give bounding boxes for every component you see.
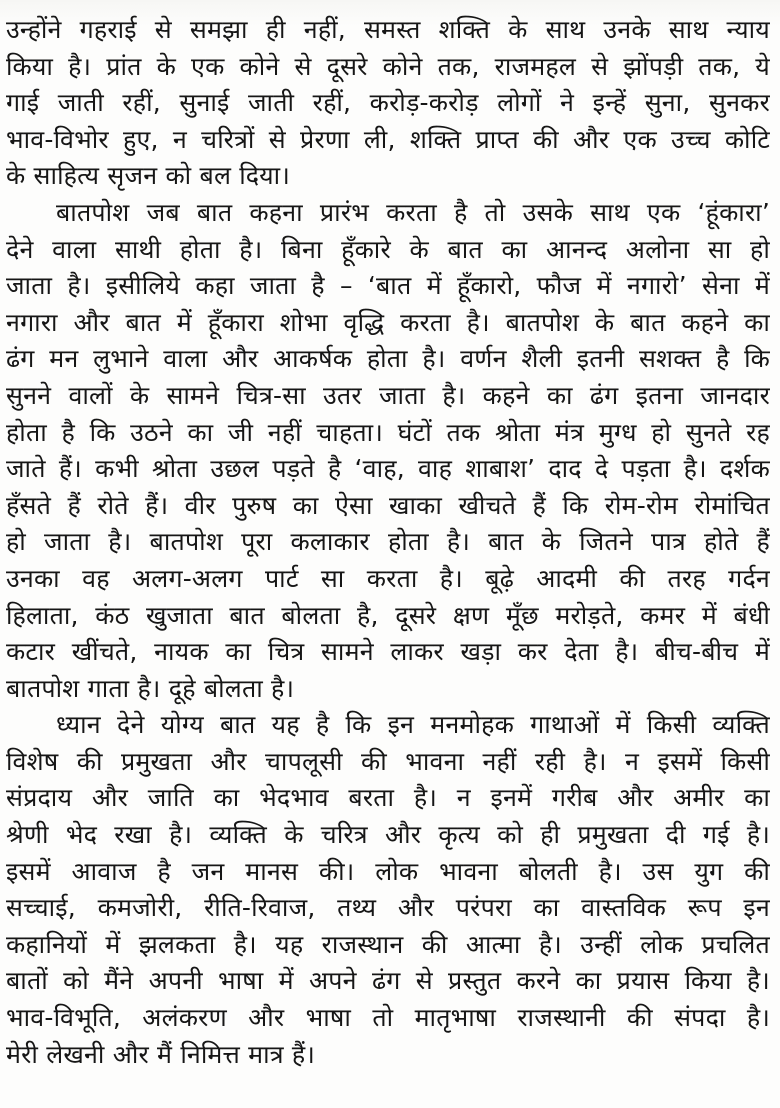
text-line: किया है। प्रांत के एक कोने से दूसरे कोने तक, राजमहल से झोंपड़ी तक, ये: [6, 51, 770, 81]
text-line: जाते हैं। कभी श्रोता उछल पड़ते है ‘वाह, वाह शाबाश’ दाद दे पड़ता है। दर्शक: [6, 454, 770, 484]
text-line: बातपोश जब बात कहना प्रारंभ करता है तो उसके साथ एक ‘हूंकारा’: [56, 197, 770, 227]
text-line: बातों को मैंने अपनी भाषा में अपने ढंग से प्रस्तुत करने का प्रयास किया है।: [6, 966, 770, 996]
text-line: कटार खींचते, नायक का चित्र सामने लाकर खड़ा कर देता है। बीच-बीच में: [6, 637, 770, 667]
paragraph: [6, 195, 770, 707]
text-line: सच्चाई, कमजोरी, रीति-रिवाज, तथ्य और परंपरा का वास्तविक रूप इन: [6, 893, 770, 923]
text-line: जाता है। इसीलिये कहा जाता है – ‘बात में हूँकारो, फौज में नगारो’ सेना में: [6, 271, 770, 301]
text-line: मेरी लेखनी और मैं निमित्त मात्र हैं।: [6, 1039, 316, 1069]
text-line: कहानियों में झलकता है। यह राजस्थान की आत्मा है। उन्हीं लोक प्रचलित: [6, 929, 770, 959]
text-line: इसमें आवाज है जन मानस की। लोक भावना बोलती है। उस युग की: [6, 856, 770, 886]
text-line: हिलाता, कंठ खुजाता बात बोलता है, दूसरे क्षण मूँछ मरोड़ते, कमर में बंधी: [6, 600, 770, 630]
text-line: सुनने वालों के सामने चित्र-सा उतर जाता है। कहने का ढंग इतना जानदार: [6, 380, 770, 410]
text-line: ढंग मन लुभाने वाला और आकर्षक होता है। वर्णन शैली इतनी सशक्त है कि: [6, 344, 770, 374]
text-line: देने वाला साथी होता है। बिना हूँकारे के बात का आनन्द अलोना सा हो: [6, 234, 770, 264]
text-line: नगारा और बात में हूँकारा शोभा वृद्धि करता है। बातपोश के बात कहने का: [6, 307, 770, 337]
text-line: विशेष की प्रमुखता और चापलूसी की भावना नहीं रही है। न इसमें किसी: [6, 746, 770, 776]
text-line: संप्रदाय और जाति का भेदभाव बरता है। न इनमें गरीब और अमीर का: [6, 783, 770, 813]
text-line: उनका वह अलग-अलग पार्ट सा करता है। बूढ़े आदमी की तरह गर्दन: [6, 563, 770, 593]
text-line: गाई जाती रहीं, सुनाई जाती रहीं, करोड़-करोड़ लोगों ने इन्हें सुना, सुनकर: [6, 88, 770, 118]
text-line: उन्होंने गहराई से समझा ही नहीं, समस्त शक्ति के साथ उनके साथ न्याय: [6, 15, 770, 44]
text-line: भाव-विभूति, अलंकरण और भाषा तो मातृभाषा राजस्थानी की संपदा है।: [6, 1003, 770, 1033]
paragraph: [6, 12, 770, 195]
text-line: ध्यान देने योग्य बात यह है कि इन मनमोहक गाथाओं में किसी व्यक्ति: [56, 710, 770, 740]
text-line: श्रेणी भेद रखा है। व्यक्ति के चरित्र और कृत्य को ही प्रमुखता दी गई है।: [6, 820, 770, 850]
text-line: के साहित्य सृजन को बल दिया।: [6, 161, 291, 191]
text-line: भाव-विभोर हुए, न चरित्रों से प्रेरणा ली, शक्ति प्राप्त की और एक उच्च कोटि: [6, 124, 770, 154]
paragraph: [6, 707, 770, 1073]
text-line: हँसते हैं रोते हैं। वीर पुरुष का ऐसा खाका खीचते हैं कि रोम-रोम रोमांचित: [6, 490, 770, 520]
text-line: बातपोश गाता है। दूहे बोलता है।: [6, 673, 295, 703]
text-line: होता है कि उठने का जी नहीं चाहता। घंटों तक श्रोता मंत्र मुग्ध हो सुनते रह: [6, 417, 770, 447]
text-line: हो जाता है। बातपोश पूरा कलाकार होता है। बात के जितने पात्र होते हैं: [6, 527, 770, 557]
